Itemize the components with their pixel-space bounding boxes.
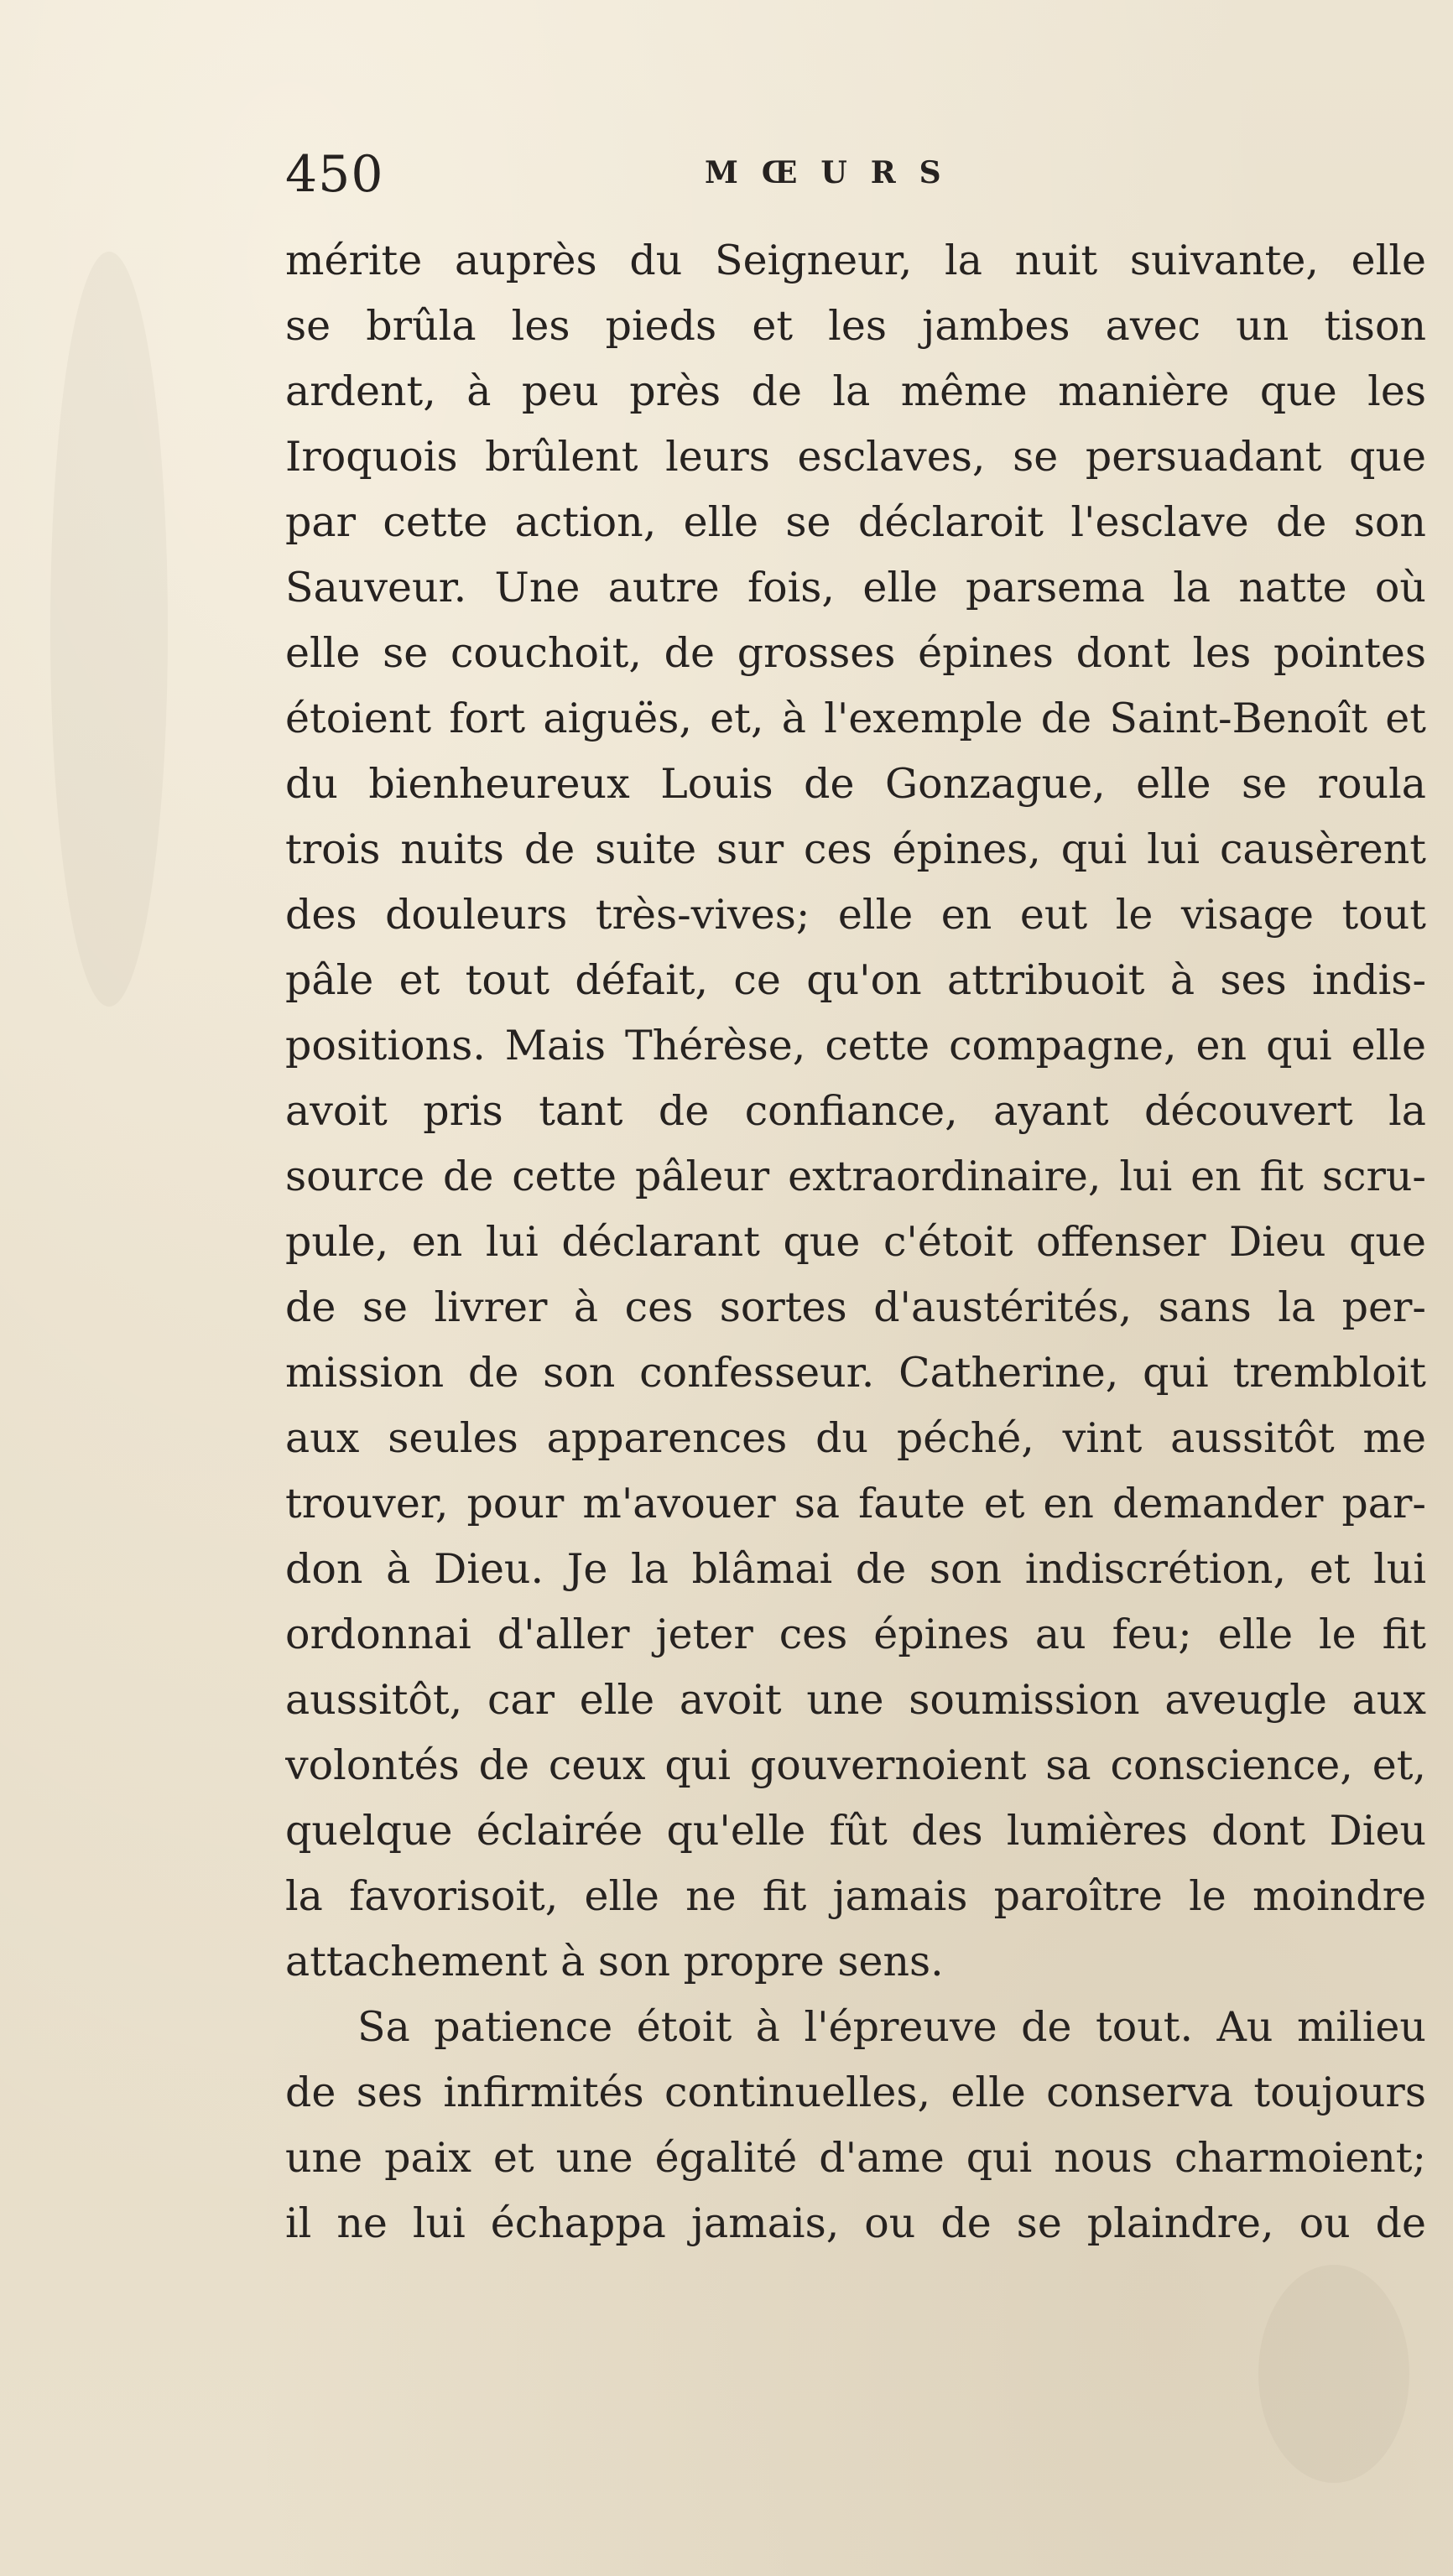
text-line: aux seules apparences du péché, vint aussitôt me: [285, 1414, 1426, 1462]
paragraph-start-line: Sa patience étoit à l'épreuve de tout. Au milieu: [357, 2003, 1426, 2051]
text-line: positions. Mais Thérèse, cette compagne, en qui elle: [285, 1022, 1426, 1069]
paragraph-end-line: attachement à son propre sens.: [285, 1938, 944, 1985]
text-line: par cette action, elle se déclaroit l'esclave de son: [285, 498, 1426, 546]
body-text: [285, 228, 1426, 2256]
page-number: 450: [285, 145, 384, 204]
text-line: volontés de ceux qui gouvernoient sa conscience, et,: [285, 1741, 1426, 1789]
running-head: [285, 141, 1191, 208]
text-line: se brûla les pieds et les jambes avec un tison: [285, 302, 1426, 350]
text-line: une paix et une égalité d'ame qui nous charmoient;: [285, 2134, 1426, 2182]
text-line: pule, en lui déclarant que c'étoit offenser Dieu que: [285, 1218, 1426, 1266]
text-line: du bienheureux Louis de Gonzague, elle se roula: [285, 760, 1426, 808]
text-line: ordonnai d'aller jeter ces épines au feu; elle le fit: [285, 1611, 1426, 1658]
text-line: trois nuits de suite sur ces épines, qui lui causèrent: [285, 825, 1426, 873]
text-line: ardent, à peu près de la même manière que les: [285, 367, 1426, 415]
text-line: mission de son confesseur. Catherine, qui trembloit: [285, 1349, 1426, 1397]
text-line: mérite auprès du Seigneur, la nuit suivante, elle: [285, 237, 1426, 284]
text-line: Sauveur. Une autre fois, elle parsema la natte où: [285, 564, 1426, 611]
text-line: des douleurs très-vives; elle en eut le visage tout: [285, 891, 1426, 939]
text-line: don à Dieu. Je la blâmai de son indiscrétion, et lui: [285, 1545, 1426, 1593]
page-stain: [50, 252, 168, 1007]
text-line: avoit pris tant de confiance, ayant découvert la: [285, 1087, 1426, 1135]
text-line: de ses infirmités continuelles, elle conserva toujours: [285, 2069, 1426, 2116]
text-line: étoient fort aiguës, et, à l'exemple de Saint-Benoît et: [285, 695, 1426, 742]
text-line: de se livrer à ces sortes d'austérités, sans la per-: [285, 1283, 1426, 1331]
text-line: il ne lui échappa jamais, ou de se plaindre, ou de: [285, 2199, 1426, 2247]
page-stain: [1258, 2265, 1409, 2483]
text-line: la favorisoit, elle ne fit jamais paroître le moindre: [285, 1872, 1426, 1920]
text-line: source de cette pâleur extraordinaire, lui en fit scru-: [285, 1153, 1426, 1200]
text-line: quelque éclairée qu'elle fût des lumières dont Dieu: [285, 1807, 1426, 1855]
text-line: trouver, pour m'avouer sa faute et en demander par-: [285, 1480, 1426, 1527]
text-line: Iroquois brûlent leurs esclaves, se persuadant que: [285, 433, 1426, 481]
text-line: aussitôt, car elle avoit une soumission aveugle aux: [285, 1676, 1426, 1724]
running-title: MŒURS: [705, 155, 965, 190]
text-line: pâle et tout défait, ce qu'on attribuoit à ses indis-: [285, 956, 1426, 1004]
text-line: elle se couchoit, de grosses épines dont les pointes: [285, 629, 1426, 677]
